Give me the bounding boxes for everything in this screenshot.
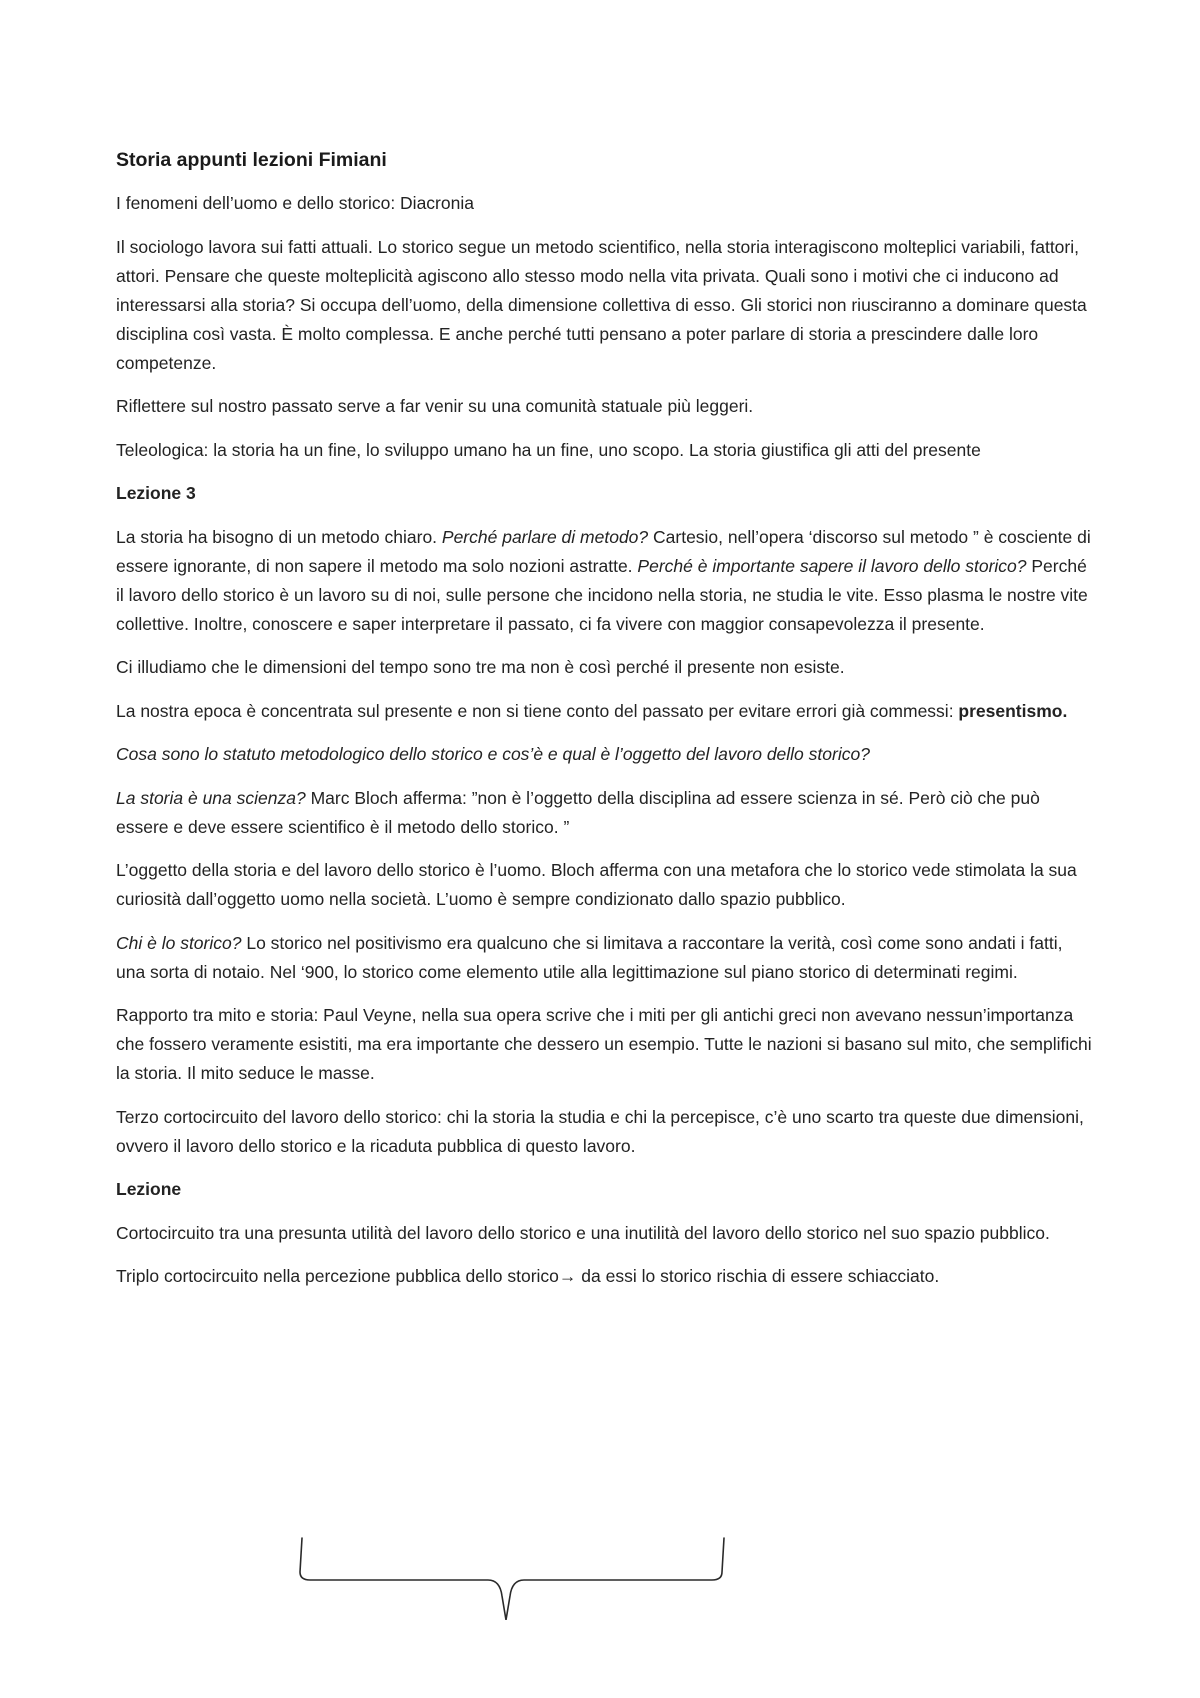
scienza-text: Marc Bloch afferma: ”non è l’oggetto della disciplina ad essere scienza in sé. Però ciò che può essere e deve essere scientifico è il metodo dello storico. ” [116,787,1040,837]
paragraph-oggetto-storia: L’oggetto della storia e del lavoro dello storico è l’uomo. Bloch afferma con una metafora che lo storico vede stimolata la sua curiosità dall’oggetto uomo nella società. L’uomo è sempre condizionato dallo spazio pubblico. [116,860,1077,909]
paragraph-mito-storia: Rapporto tra mito e storia: Paul Veyne, nella sua opera scrive che i miti per gli antichi greci non avevano nessun’importanza che fossero veramente esistiti, ma era importante che dessero un esempio. Tutte le nazioni si basano sul mito, che semplifichi la storia. Il mito seduce le masse. [116,1005,1092,1083]
paragraph-metodo [116,523,1096,639]
paragraph-sociologo: Il sociologo lavora sui fatti attuali. Lo storico segue un metodo scientifico, nella storia interagiscono molteplici variabili, fattori, attori. Pensare che queste molteplicità agiscono allo stesso modo nella vita privata. Quali sono i motivi che ci inducono ad interessarsi alla storia? Si occupa dell’uomo, della dimensione collettiva di esso. Gli storici non riusciranno a dominare questa disciplina così vasta. È molto complessa. E anche perché tutti pensano a poter parlare di storia a prescindere dalle loro competenze. [116,236,1087,373]
heading-lezione: Lezione [116,1179,182,1199]
paragraph-chi-storico [116,929,1096,987]
arrow-right-icon: → [558,1266,577,1286]
metodo-text-a: La storia ha bisogno di un metodo chiaro. [116,526,442,547]
triplo-text-a: Triplo cortocircuito nella percezione pubblica dello storico [116,1266,559,1286]
heading-lezione-3: Lezione 3 [116,483,196,503]
metodo-question-2: Perché è importante sapere il lavoro dello storico? [637,555,1027,576]
paragraph-triplo-cortocircuito [116,1262,1096,1291]
scienza-question: La storia è una scienza? [116,787,306,808]
metodo-question-1: Perché parlare di metodo? [441,526,649,547]
presentismo-text: La nostra epoca è concentrata sul presente e non si tiene conto del passato per evitare errori già commessi: [116,700,959,721]
paragraph-riflettere: Riflettere sul nostro passato serve a far venir su una comunità statuale più leggeri. [116,396,754,416]
paragraph-presentismo [116,697,1096,726]
paragraph-teleologica: Teleologica: la storia ha un fine, lo sviluppo umano ha un fine, uno scopo. La storia giustifica gli atti del presente [116,439,981,460]
chi-storico-text: Lo storico nel positivismo era qualcuno che si limitava a raccontare la verità, così come sono andati i fatti, una sorta di notaio. Nel ‘900, lo storico come elemento utile alla legittimazione sul piano storico di determinati regimi. [116,932,1063,982]
chi-storico-question: Chi è lo storico? [116,932,242,953]
triplo-text-b: da essi lo storico rischia di essere schiacciato. [576,1266,940,1286]
metodo-text-e: Perché il lavoro dello storico è un lavoro su di noi, sulle persone che incidono nella storia, ne studia le vite. Esso plasma le nostre vite collettive. Inoltre, conoscere e saper interpretare il passato, ci fa vivere con maggior consapevolezza il presente. [116,555,1088,634]
paragraph-bloch-scienza [116,784,1096,842]
paragraph-cortocircuito-utilita: Cortocircuito tra una presunta utilità del lavoro dello storico e una inutilità del lavoro dello storico nel suo spazio pubblico. [116,1222,1050,1243]
document-title: Storia appunti lezioni Fimiani [116,149,387,171]
paragraph-statuto-question: Cosa sono lo statuto metodologico dello storico e cos’è e qual è l’oggetto del lavoro dello storico? [116,744,870,764]
presentismo-term: presentismo. [958,700,1068,721]
curly-brace-icon [296,1536,728,1620]
subtitle-paragraph: I fenomeni dell’uomo e dello storico: Diacronia [116,193,474,213]
paragraph-dimensioni-tempo: Ci illudiamo che le dimensioni del tempo sono tre ma non è così perché il presente non esiste. [116,657,845,677]
paragraph-terzo-cortocircuito: Terzo cortocircuito del lavoro dello storico: chi la storia la studia e chi la percepisce, c’è uno scarto tra queste due dimensioni, ovvero il lavoro dello storico e la ricaduta pubblica di questo lavoro. [116,1106,1084,1156]
document-body [116,146,1096,1306]
metodo-text-c: Cartesio, nell’opera ‘discorso sul metodo ” è cosciente di essere ignorante, di non sapere il metodo ma solo nozioni astratte. [116,526,1091,576]
